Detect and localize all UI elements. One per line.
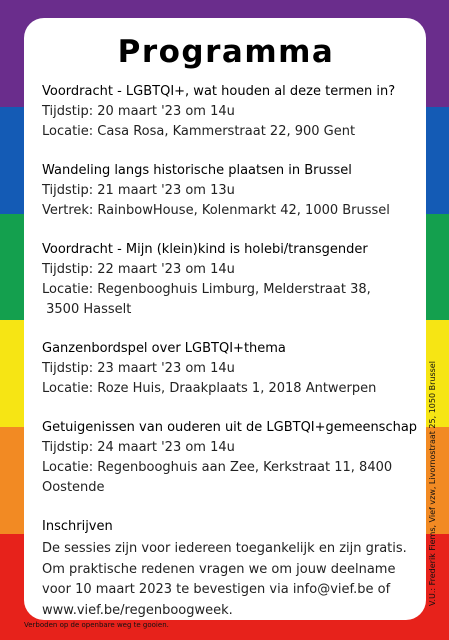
event-detail-line: Tijdstip: 24 maart '23 om 14u bbox=[42, 440, 235, 455]
event-list bbox=[42, 82, 418, 498]
event-detail-line: Locatie: Regenbooghuis aan Zee, Kerkstraat 11, 8400 bbox=[42, 460, 393, 475]
event-item bbox=[42, 82, 410, 142]
program-card bbox=[24, 18, 426, 620]
event-detail-line: Oostende bbox=[42, 480, 105, 495]
event-heading: Voordracht - Mijn (klein)kind is holebi/transgender bbox=[42, 242, 368, 257]
event-heading: Voordracht - LGBTQI+, wat houden al deze termen in? bbox=[42, 84, 396, 99]
event-detail-line: 3500 Hasselt bbox=[42, 302, 132, 317]
event-detail-line: Locatie: Roze Huis, Draakplaats 1, 2018 Antwerpen bbox=[42, 381, 377, 396]
event-heading: Wandeling langs historische plaatsen in Brussel bbox=[42, 163, 352, 178]
event-item bbox=[42, 339, 410, 399]
page-title: Programma bbox=[117, 34, 335, 70]
footer-note: Verboden op de openbare weg te gooien. bbox=[24, 621, 169, 629]
event-heading: Getuigenissen van ouderen uit de LGBTQI+gemeenschap bbox=[42, 420, 418, 435]
event-detail-line: Vertrek: RainbowHouse, Kolenmarkt 42, 1000 Brussel bbox=[42, 203, 390, 218]
event-item bbox=[42, 161, 410, 221]
publisher-note: V.U.: Frederik Fiems, Vief vzw, Livornostraat 25, 1050 Brussel bbox=[428, 361, 437, 606]
event-detail-line: Locatie: Regenbooghuis Limburg, Melderstraat 38, bbox=[42, 282, 371, 297]
event-item bbox=[42, 418, 418, 498]
registration-section bbox=[42, 517, 410, 621]
event-detail-line: Tijdstip: 21 maart '23 om 13u bbox=[42, 183, 235, 198]
registration-text: De sessies zijn voor iedereen toegankelijk en zijn gratis. Om praktische redenen vragen we om jouw deelname voor 10 maart 2023 te bevestigen via info@vief.be of www.vief.be/regenboogweek. bbox=[42, 541, 407, 618]
event-detail-line: Locatie: Casa Rosa, Kammerstraat 22, 900 Gent bbox=[42, 124, 356, 139]
event-detail-line: Tijdstip: 23 maart '23 om 14u bbox=[42, 361, 235, 376]
registration-heading: Inschrijven bbox=[42, 519, 113, 534]
event-heading: Ganzenbordspel over LGBTQI+thema bbox=[42, 341, 286, 356]
event-detail-line: Tijdstip: 22 maart '23 om 14u bbox=[42, 262, 235, 277]
event-item bbox=[42, 240, 410, 320]
event-detail-line: Tijdstip: 20 maart '23 om 14u bbox=[42, 104, 235, 119]
